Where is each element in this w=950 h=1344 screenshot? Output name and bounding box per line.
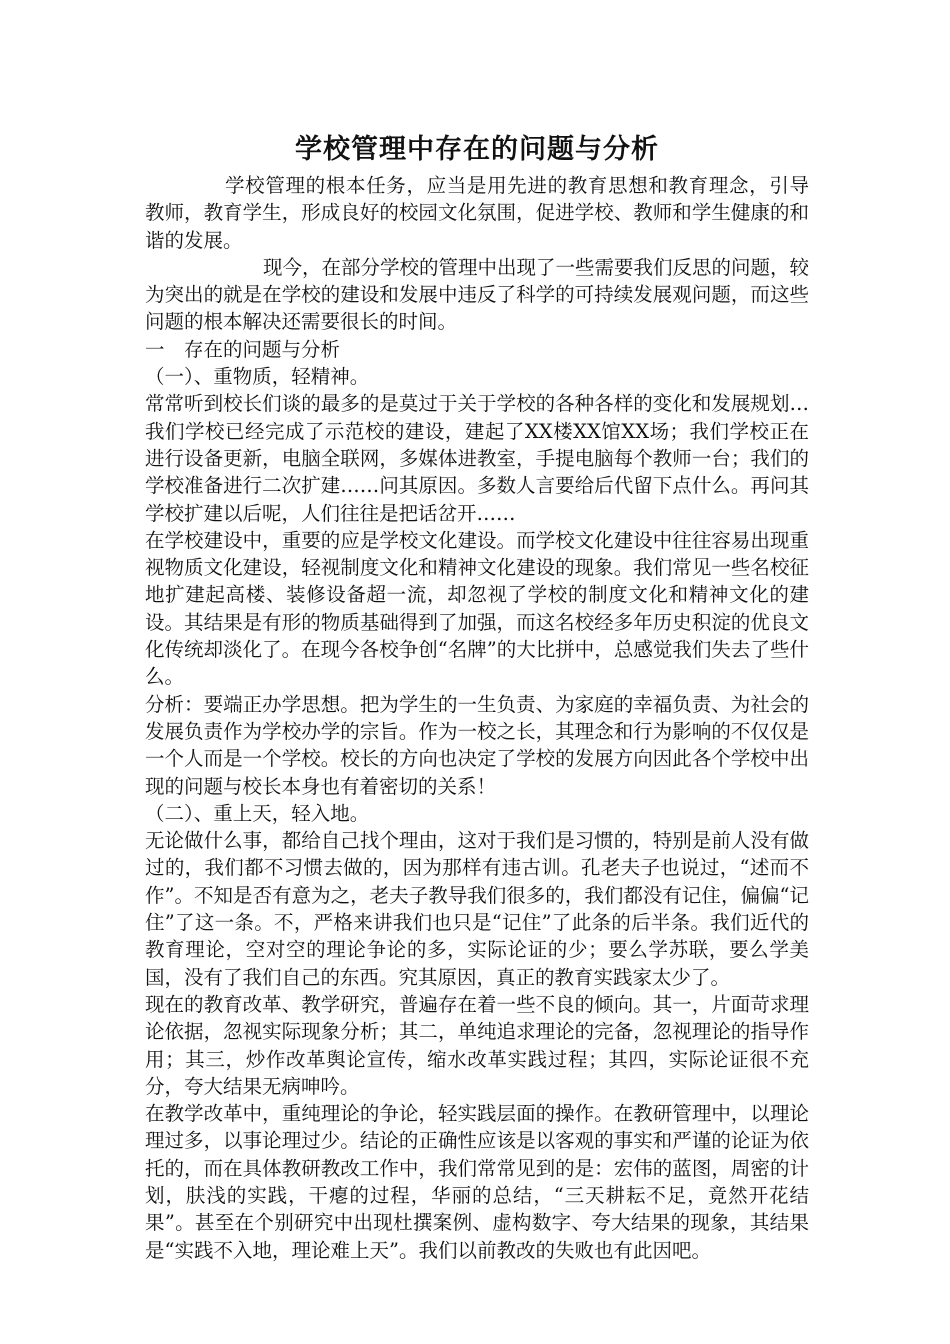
document-page xyxy=(145,128,809,1264)
paragraph-school-culture: 在学校建设中，重要的应是学校文化建设。而学校文化建设中往往容易出现重视物质文化建设，轻视制度文化和精神文化建设的现象。我们常见一些名校征地扩建起高楼、装修设备超一流，却忽视了学校的制度文化和精神文化的建设。其结果是有形的物质基础得到了加强，而这名校经多年历史积淀的优良文化传统却淡化了。在现今各校争创“名牌”的大比拼中，总感觉我们失去了些什么。 xyxy=(145,528,809,689)
paragraph-principals-talk: 常常听到校长们谈的最多的是莫过于关于学校的各种各样的变化和发展规划…我们学校已经完成了示范校的建设，建起了XX楼XX馆XX场；我们学校正在进行设备更新，电脑全联网，多媒体进教室，手提电脑每个教师一台；我们的学校准备进行二次扩建……问其原因。多数人言要给后代留下点什么。再问其学校扩建以后呢，人们往往是把话岔开…… xyxy=(145,392,809,525)
paragraph-present-situation: 现今，在部分学校的管理中出现了一些需要我们反思的问题，较为突出的就是在学校的建设和发展中违反了科学的可持续发展观问题，而这些问题的根本解决还需要很长的时间。 xyxy=(145,255,810,334)
paragraph-analysis-1: 分析：要端正办学思想。把为学生的一生负责、为家庭的幸福负责、为社会的发展负责作为学校办学的宗旨。作为一校之长，其理念和行为影响的不仅仅是一个人而是一个学校。校长的方向也决定了学校的发展方向因此各个学校中出现的问题与校长本身也有着密切的关系！ xyxy=(145,692,809,798)
subsection-heading-1: （一）、重物质，轻精神。 xyxy=(145,365,370,389)
subsection-heading-2: （二）、重上天，轻入地。 xyxy=(145,801,370,825)
paragraph-teaching-reform: 在教学改革中，重纯理论的争论，轻实践层面的操作。在教研管理中，以理论理过多，以事论理过少。结论的正确性应该是以客观的事实和严谨的论证为依托的，而在具体教研教改工作中，我们常常见到的是：宏伟的蓝图，周密的计划，肤浅的实践，干瘪的过程，华丽的总结，“三天耕耘不足，竟然开花结果”。甚至在个别研究中出现杜撰案例、虚构数字、夸大结果的现象，其结果是“实践不入地，理论难上天”。我们以前教改的失败也有此因吧。 xyxy=(145,1102,809,1262)
section-heading-1: 一 存在的问题与分析 xyxy=(145,337,341,361)
paragraph-reform-tendencies: 现在的教育改革、教学研究，普遍存在着一些不良的倾向。其一，片面苛求理论依据，忽视实际现象分析；其二，单纯追求理论的完备，忽视理论的指导作用；其三，炒作改革舆论宣传，缩水改革实践过程；其四，实际论证很不充分，夸大结果无病呻吟。 xyxy=(145,992,809,1098)
paragraph-habits: 无论做什么事，都给自己找个理由，这对于我们是习惯的，特别是前人没有做过的，我们都不习惯去做的，因为那样有违古训。孔老夫子也说过，“述而不作”。不知是否有意为之，老夫子教导我们很多的，我们都没有记住，偏偏“记住”了这一条。不，严格来讲我们也只是“记住”了此条的后半条。我们近代的教育理论，空对空的理论争论的多，实际论证的少；要么学苏联，要么学美国，没有了我们自己的东西。究其原因，真正的教育实践家太少了。 xyxy=(145,829,809,989)
document-title: 学校管理中存在的问题与分析 xyxy=(295,134,659,165)
paragraph-intro: 学校管理的根本任务，应当是用先进的教育思想和教育理念，引导教师，教育学生，形成良好的校园文化氛围，促进学校、教师和学生健康的和谐的发展。 xyxy=(145,174,809,252)
